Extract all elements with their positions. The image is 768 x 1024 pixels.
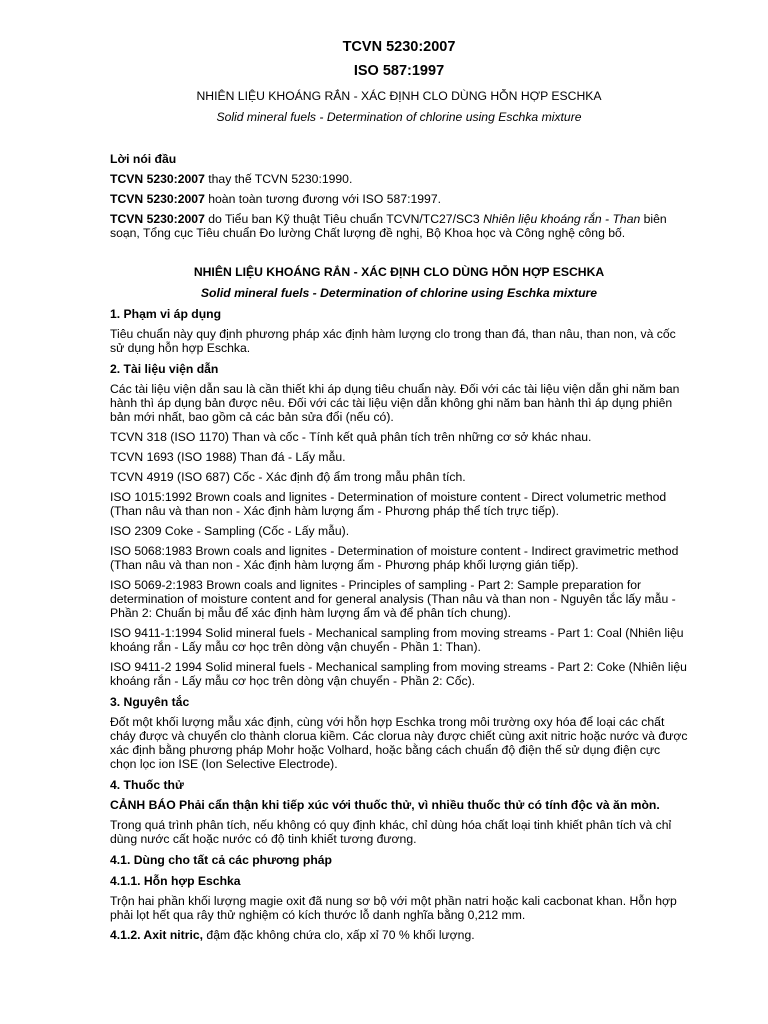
reference-item: ISO 5069-2:1983 Brown coals and lignites - Principles of sampling - Part 2: Sample preparation for determination of moisture content and for general analysis (Than nâu và than non - Nguyên tắc lấy mẫu - Phần 2: Chuẩn bị mẫu để xác định hàm lượng ẩm và để phân tích chung). — [110, 578, 676, 620]
standard-number-iso: ISO 587:1997 — [353, 63, 445, 79]
foreword-paragraph-1 — [110, 172, 688, 186]
foreword-p2-bold: TCVN 5230:2007 — [110, 192, 205, 206]
foreword-p3-bold: TCVN 5230:2007 — [110, 212, 205, 226]
section-1-text: Tiêu chuẩn này quy định phương pháp xác định hàm lượng clo trong than đá, than nâu, than non, và cốc sử dụng hỗn hợp Eschka. — [110, 327, 676, 355]
foreword-heading: Lời nói đầu — [110, 152, 177, 166]
foreword-p1-bold: TCVN 5230:2007 — [110, 172, 205, 186]
section-4-1-heading: 4.1. Dùng cho tất cả các phương pháp — [110, 853, 332, 867]
foreword-p3-text: do Tiểu ban Kỹ thuật Tiêu chuẩn TCVN/TC27/SC3 — [204, 212, 484, 226]
section-4-text: Trong quá trình phân tích, nếu không có quy định khác, chỉ dùng hóa chất loại tinh khiết phân tích và chỉ dùng nước cất hoặc nước có độ tinh khiết tương đương. — [110, 818, 672, 846]
section-4-1-2-bold: 4.1.2. Axit nitric, — [110, 928, 204, 942]
section-4-warning: CẢNH BÁO Phải cẩn thận khi tiếp xúc với thuốc thử, vì nhiều thuốc thử có tính độc và ăn mòn. — [110, 798, 660, 812]
header-title-en: Solid mineral fuels - Determination of chlorine using Eschka mixture — [216, 110, 582, 124]
section-3-heading: 3. Nguyên tắc — [110, 695, 190, 709]
section-4-1-1-heading: 4.1.1. Hỗn hợp Eschka — [110, 874, 241, 888]
reference-item: TCVN 4919 (ISO 687) Cốc - Xác định độ ẩm trong mẫu phân tích. — [110, 470, 466, 484]
main-title-en: Solid mineral fuels - Determination of chlorine using Eschka mixture — [200, 286, 598, 300]
foreword-p3-italic: Nhiên liệu khoáng rắn - Than — [483, 212, 641, 226]
reference-item: ISO 5068:1983 Brown coals and lignites - Determination of moisture content - Indirect gravimetric method (Than nâu và than non - Xác định hàm lượng ẩm - Phương pháp khối lượng gián tiếp). — [110, 544, 679, 572]
section-4-1-1-text: Trộn hai phần khối lượng magie oxit đã nung sơ bộ với một phần natri hoặc kali cacbonat khan. Hỗn hợp phải lọt hết qua rây thử nghiệm có kích thước lỗ danh nghĩa bằng 0,212 mm. — [110, 894, 677, 922]
reference-item: ISO 1015:1992 Brown coals and lignites - Determination of moisture content - Direct volumetric method (Than nâu và than non - Xác định hàm lượng ẩm - Phương pháp thể tích trực tiếp). — [110, 490, 667, 518]
foreword-p2-text: hoàn toàn tương đương với ISO 587:1997. — [204, 192, 441, 206]
header-title-vn: NHIÊN LIỆU KHOÁNG RẮN - XÁC ĐỊNH CLO DÙNG HỖN HỢP ESCHKA — [196, 89, 602, 103]
section-4-heading: 4. Thuốc thử — [110, 778, 184, 792]
section-4-1-2-text: đậm đặc không chứa clo, xấp xỉ 70 % khối lượng. — [203, 928, 475, 942]
section-2-heading: 2. Tài liệu viện dẫn — [110, 362, 219, 376]
reference-item: ISO 9411-1:1994 Solid mineral fuels - Mechanical sampling from moving streams - Part 1: Coal (Nhiên liệu khoáng rắn - Lấy mẫu cơ học trên dòng vận chuyển - Phần 1: Than). — [110, 626, 684, 654]
standard-number-tcvn: TCVN 5230:2007 — [342, 39, 456, 55]
document-header — [110, 38, 688, 124]
section-3-text: Đốt một khối lượng mẫu xác định, cùng với hỗn hợp Eschka trong môi trường oxy hóa để loại các chất cháy được và chuyển clo thành clorua kiềm. Các clorua này được chiết cùng axit nitric hoặc nước và được xác định bằng phương pháp Mohr hoặc Volhard, hoặc bằng cách chuẩn độ điện thế sử dụng điện cực chọn lọc ion ISE (Ion Selective Electrode). — [110, 715, 688, 771]
foreword-p3-text2: biên soạn, Tổng cục Tiêu chuẩn Đo lường Chất lượng đề nghị, Bộ Khoa học và Công nghệ công bố. — [110, 212, 667, 240]
foreword-paragraph-3 — [110, 212, 688, 240]
reference-item: ISO 2309 Coke - Sampling (Cốc - Lấy mẫu). — [110, 524, 350, 538]
section-4-1-2 — [110, 928, 688, 942]
section-1-heading: 1. Phạm vi áp dụng — [110, 307, 222, 321]
section-2-intro: Các tài liệu viện dẫn sau là cần thiết khi áp dụng tiêu chuẩn này. Đối với các tài liệu viện dẫn ghi năm ban hành thì áp dụng bản được nêu. Đối với các tài liệu viện dẫn không ghi năm ban hành thì áp dụng phiên bản mới nhất, bao gồm cả các bản sửa đổi (nếu có). — [110, 382, 680, 424]
main-title-vn: NHIÊN LIỆU KHOÁNG RẮN - XÁC ĐỊNH CLO DÙNG HỖN HỢP ESCHKA — [193, 265, 605, 279]
reference-item: TCVN 318 (ISO 1170) Than và cốc - Tính kết quả phân tích trên những cơ sở khác nhau. — [110, 430, 592, 444]
reference-item: ISO 9411-2 1994 Solid mineral fuels - Mechanical sampling from moving streams - Part 2: Coke (Nhiên liệu khoáng rắn - Lấy mẫu cơ học trên dòng vận chuyển - Phần 2: Cốc). — [110, 660, 687, 688]
foreword-paragraph-2 — [110, 192, 688, 206]
reference-item: TCVN 1693 (ISO 1988) Than đá - Lấy mẫu. — [110, 450, 346, 464]
foreword-p1-text: thay thế TCVN 5230:1990. — [204, 172, 353, 186]
